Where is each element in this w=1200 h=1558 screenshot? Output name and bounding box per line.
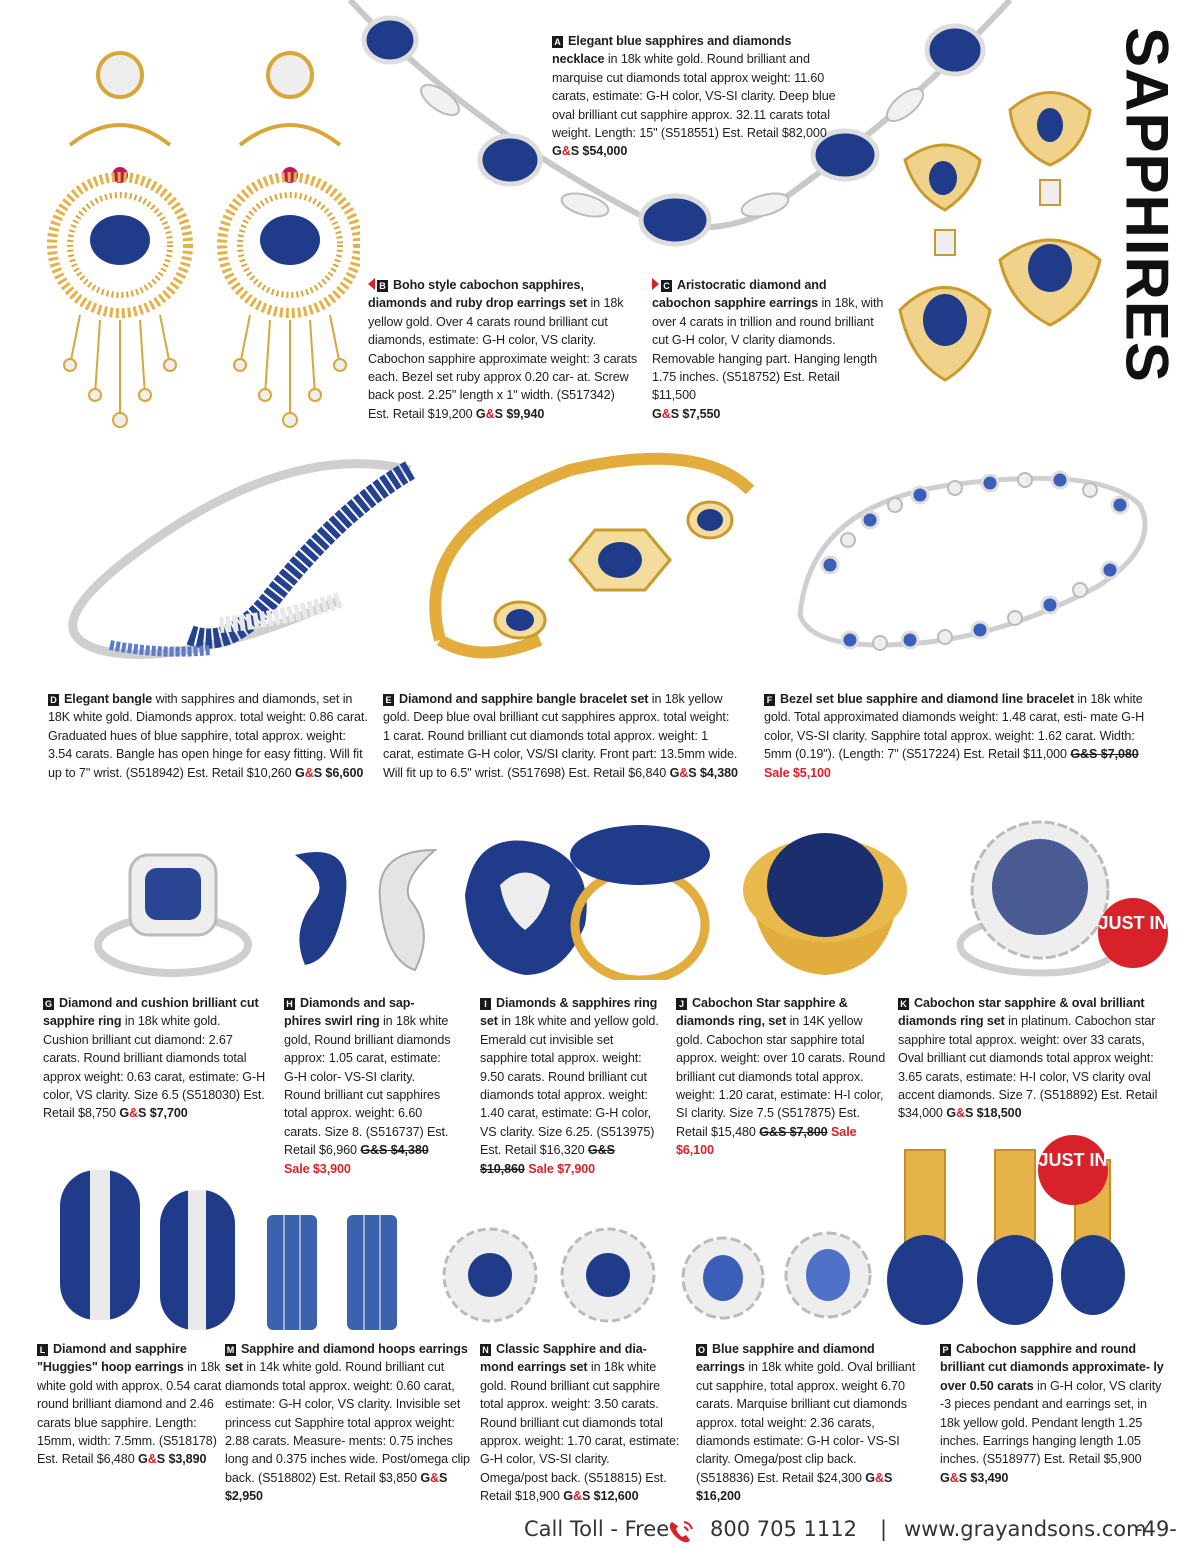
footer: [0, 1512, 1200, 1552]
sale-price: Sale $6,100: [676, 1124, 857, 1158]
item-p-description: [940, 1340, 1165, 1487]
classic-earrings-photo: [440, 1225, 660, 1325]
item-l-description: [37, 1340, 222, 1469]
item-b-description: [368, 276, 638, 423]
star-sapphire-gold-ring-photo: [735, 820, 910, 980]
gs-price: G&S $7,550: [652, 406, 721, 421]
drop-earrings-photo: [40, 35, 360, 435]
huggie-earrings-photo: [50, 1165, 245, 1335]
item-body: in 18k white gold. Round brilliant cut sapphire total approx. weight: 3.50 carats. Round brilliant cut diamonds total approx. weight: 1.70 carat, estimate: G-H color, VS-SI clarity. Omega/post back. (S518815) Est. Retail $18,900: [480, 1360, 680, 1504]
hoop-earrings-photo: [262, 1210, 412, 1335]
item-body: in 18k white gold. Round brilliant and marquise cut diamonds total approx weight: 11.60 carats, estimate: G-H color, VS-SI clarity. Deep blue oval brilliant cut sapphire approx. 32.11 carats total weight. Length: 15" (S518551) Est. Retail $82,000: [552, 52, 836, 141]
item-letter: B: [377, 280, 388, 292]
phone-number[interactable]: 800 705 1112: [710, 1517, 857, 1541]
aristocratic-earrings-photo: [885, 80, 1110, 400]
item-body: in 18k yellow gold. Deep blue oval brilliant cut sapphires approx. total weight: 1 carat. Round brilliant cut diamonds total approx. weight: 1 carat, estimate G-H color, VS/SI clarity. Front part: 13.5mm wide. Will fit up to 6.5" wrist. (S517698) Est. Retail $6,840: [383, 692, 738, 780]
item-title: Elegant blue sapphires and diamonds necklace: [552, 34, 792, 67]
item-body: in 18k white and yellow gold. Emerald cut invisible set sapphire total approx. weight: 9.50 carats. Round brilliant cut diamonds total approx. weight: 1.40 carat, estimate: G-H color, VS clarity. Size 6.25. (S513975) Est. Retail $16,320: [480, 1014, 659, 1158]
item-body: in 18k white gold. Total approximated diamonds weight: 1.48 carat, esti- mate G-H color, VS-SI clarity. Sapphire total approx. weight: 1.62 carat. Width: 5mm (0.19"). (Length: 7" (S517224) Est. Retail $11,000: [764, 692, 1145, 762]
item-m-description: [225, 1340, 475, 1506]
section-title: SAPPHIRES: [1113, 27, 1181, 383]
item-letter: A: [552, 36, 563, 48]
gs-price: G&S $9,940: [475, 406, 545, 421]
item-k-description: [898, 994, 1163, 1123]
sale-price: Sale $7,900: [528, 1161, 596, 1176]
cushion-ring-photo: [85, 840, 260, 980]
item-title: Diamond and sapphire bangle bracelet set: [399, 692, 649, 706]
item-title: Diamonds & sapphires ring set: [480, 996, 658, 1029]
item-title: Bezel set blue sapphire and diamond line bracelet: [780, 692, 1074, 706]
old-price: G&S $7,080: [1070, 747, 1139, 762]
blue-sapphire-earrings-photo: [678, 1230, 878, 1325]
old-price: G&S $10,860: [480, 1143, 615, 1176]
item-letter: K: [898, 998, 909, 1010]
gs-price: G&S $2,950: [225, 1470, 448, 1504]
item-letter: F: [764, 694, 775, 706]
item-i-description: [480, 994, 660, 1178]
just-in-badge: JUST IN: [1038, 1135, 1108, 1205]
item-letter: I: [480, 998, 491, 1010]
item-letter: L: [37, 1344, 48, 1356]
item-letter: G: [43, 998, 54, 1010]
item-title: Blue sapphire and diamond earrings: [696, 1342, 875, 1375]
arrow-right-icon: [652, 278, 659, 290]
swirl-ring-photo: [285, 840, 445, 980]
item-body: with sapphires and diamonds, set in 18K white gold. Diamonds approx. total weight: 0.86 carat. Graduated hues of blue sapphire, total approx. weight: 3.54 carats. Bangle has open hinge for easy fitting. Will fit up to 7" wrist. (S518942) Est. Retail $10,260: [48, 692, 368, 780]
bangle-photo: [40, 450, 430, 680]
item-body: in platinum. Cabochon star sapphire total approx. weight: over 33 carats, Oval brilliant cut diamonds total approx weight: 3.65 carats, estimate: H-I color, VS clarity oval accent diamonds. Size 7. (S518892) Est. Retail $34,000: [898, 1014, 1158, 1121]
item-body: in 18k white gold with approx. 0.54 carat round brilliant diamond and 2.46 carats blue sapphire. Length: 15mm, width: 7.5mm. (S518178) Est. Retail $6,480: [37, 1360, 222, 1467]
item-title: Cabochon Star sapphire & diamonds ring, set: [676, 996, 848, 1029]
item-body: in 18k white gold. Oval brilliant cut sapphire, total approx. weight 6.70 carats. Marquise brilliant cut diamonds approx. total weight: 2.36 carats, diamonds estimate: G-H color- VS-SI clarity. Omega/post clip back. (S518836) Est. Retail $24,300: [696, 1360, 916, 1485]
line-bracelet-photo: [770, 445, 1165, 675]
item-title: Diamonds and sap- phires swirl ring: [284, 996, 415, 1029]
gs-price: G&S $16,200: [696, 1470, 893, 1504]
item-letter: E: [383, 694, 394, 706]
call-toll-free-label: Call Toll - Free: [524, 1517, 670, 1541]
item-body: in 18k yellow gold. Over 4 carats round brilliant cut diamonds, estimate: G-H color, VS clarity. Cabochon sapphire approximate weight: 3 carats each. Bezel set ruby approx 0.20 car- at. Screw back post. 2.25" length x 1" width. (S517342) Est. Retail $19,200: [368, 296, 638, 421]
item-body: in 14K yellow gold. Cabochon star sapphire total approx. weight: over 10 carats. Round brilliant cut diamonds total approx. weight: 1.20 carat, estimate: H-I color, SI clarity. Size 7.5 (S517875) Est. Retail $15,480: [676, 1014, 886, 1139]
arrow-left-icon: [368, 278, 375, 290]
item-body: in 18k white gold, Round brilliant diamonds approx: 1.05 carat, estimate: G-H color- VS-SI clarity. Round brilliant cut sapphires total approx. weight: 6.60 carats. Size 8. (S516737) Est. Retail $6,960: [284, 1014, 451, 1158]
item-body: in G-H color, VS clarity -3 pieces pendant and earrings set, in 18k yellow gold. Pendant length 1.25 inches. Earrings hanging length 1.05 inches. (S518977) Est. Retail $5,900: [940, 1378, 1162, 1467]
item-n-description: [480, 1340, 680, 1506]
item-j-description: [676, 994, 886, 1160]
just-in-badge: JUST IN: [1098, 898, 1168, 968]
item-title: Diamond and sapphire "Huggies" hoop earrings: [37, 1342, 187, 1375]
gs-price: G&S $3,890: [138, 1452, 207, 1467]
item-letter: C: [661, 280, 672, 292]
gs-price: G&S $6,600: [295, 765, 364, 780]
item-title: Boho style cabochon sapphires, diamonds and ruby drop earrings set: [368, 278, 588, 311]
old-price: G&S $4,380: [360, 1143, 429, 1158]
item-letter: D: [48, 694, 59, 706]
item-letter: P: [940, 1344, 951, 1356]
item-c-description: [652, 276, 884, 423]
item-a-description: [552, 32, 842, 161]
item-title: Elegant bangle: [64, 692, 153, 706]
item-d-description: [48, 690, 368, 782]
item-letter: M: [226, 1345, 235, 1355]
item-f-description: [764, 690, 1149, 782]
star-sapphire-platinum-ring-photo: [950, 815, 1130, 980]
footer-separator: |: [880, 1517, 888, 1541]
sale-price: Sale $5,100: [764, 765, 831, 780]
item-letter: H: [284, 998, 295, 1010]
gs-price: G&S $12,600: [563, 1489, 639, 1504]
item-title: Cabochon star sapphire & oval brilliant diamonds ring set: [898, 996, 1145, 1029]
item-body: in 14k white gold. Round brilliant cut diamonds total approx. weight: 0.60 carat, estimate: G-H color, VS clarity. Invisible set princess cut Sapphire total approx weight: 2.88 carats. Measure- ments: 0.75 inches long and 0.375 inches wide. Post/omega clip back. (S518802) Est. Retail $3,850: [225, 1360, 470, 1485]
ring-set-photo: [455, 815, 720, 980]
gs-price: G&S $3,490: [940, 1470, 1009, 1485]
item-letter: O: [696, 1344, 707, 1356]
item-letter: N: [480, 1344, 491, 1356]
gs-price: G&S $18,500: [946, 1106, 1022, 1121]
sale-price: Sale $3,900: [284, 1161, 351, 1176]
item-letter: J: [676, 998, 687, 1010]
gs-price: G&S $54,000: [552, 144, 628, 159]
old-price: G&S $7,800: [759, 1124, 828, 1139]
phone-icon[interactable]: [666, 1518, 696, 1546]
item-h-description: [284, 994, 454, 1178]
gs-price: G&S $4,380: [669, 765, 738, 780]
item-title: Classic Sapphire and dia- mond earrings set: [480, 1342, 647, 1375]
gs-price: G&S $7,700: [119, 1106, 188, 1121]
item-title: Sapphire and diamond hoops earrings set: [225, 1342, 468, 1375]
page-number: -49-: [1135, 1517, 1177, 1541]
item-body: in 18k, with over 4 carats in trillion and round brilliant cut G-H color, V clarity diamonds. Removable hanging part. Hanging length 1.75 inches. (S518752) Est. Retail $11,500: [652, 296, 884, 403]
item-title: Diamond and cushion brilliant cut sapphire ring: [43, 996, 259, 1029]
item-title: Aristocratic diamond and cabochon sapphire earrings: [652, 278, 827, 311]
item-o-description: [696, 1340, 916, 1506]
gold-bangle-photo: [420, 450, 765, 680]
item-g-description: [43, 994, 268, 1123]
website-link[interactable]: www.grayandsons.com: [904, 1517, 1147, 1541]
item-e-description: [383, 690, 738, 782]
item-title: Cabochon sapphire and round brilliant cut diamonds approximate- ly over 0.50 carats: [940, 1342, 1164, 1393]
item-body: in 18k white gold. Cushion brilliant cut diamond: 2.67 carats. Round brilliant diamonds total approx weight: 0.63 carat, estimate: G-H color, VS clarity. Size 6.5 (S518030) Est. Retail $8,750: [43, 1014, 266, 1121]
